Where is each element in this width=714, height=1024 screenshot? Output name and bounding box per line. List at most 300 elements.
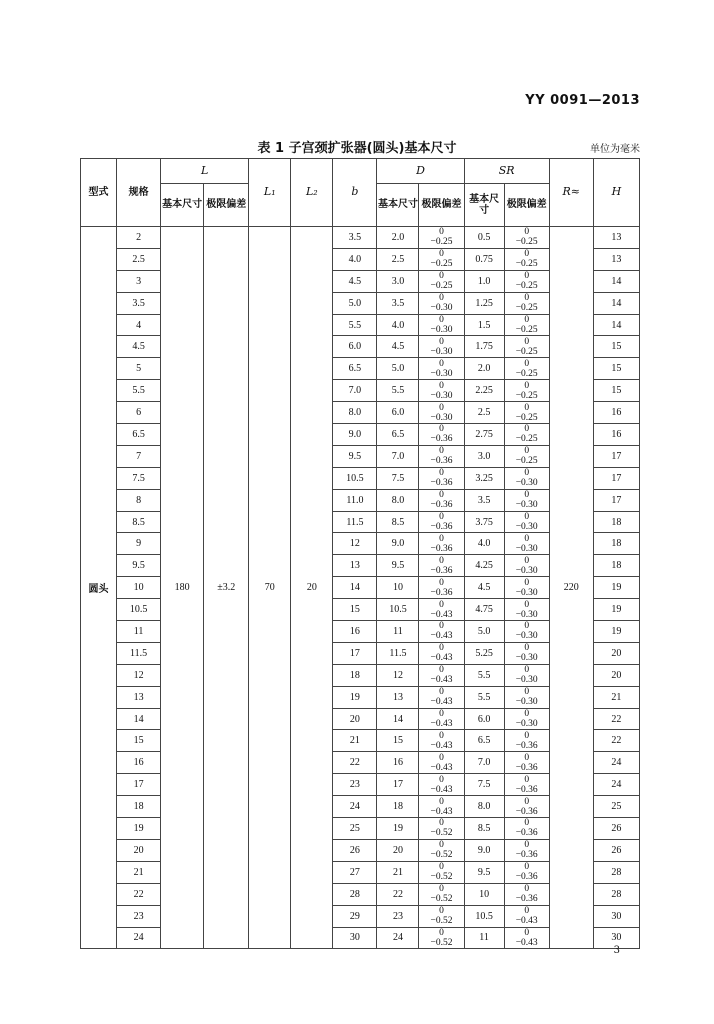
b-cell: 16 (333, 621, 377, 643)
SR-tol-cell (504, 839, 549, 861)
D-tol-cell-lower: −0.52 (430, 894, 453, 905)
SR-tol-cell (504, 227, 549, 249)
SR-tol-cell-lower: −0.30 (515, 697, 538, 708)
spec-cell: 11.5 (117, 642, 161, 664)
b-cell: 11.0 (333, 489, 377, 511)
D-basic-cell: 16 (377, 752, 419, 774)
SR-tol-cell-upper: 0 (524, 774, 530, 785)
D-tol-cell (419, 905, 464, 927)
D-tol-cell-upper: 0 (439, 227, 444, 238)
D-basic-cell: 6.5 (377, 424, 419, 446)
SR-tol-cell-lower: −0.30 (515, 631, 538, 642)
SR-tol-cell-lower: −0.30 (515, 719, 538, 730)
SR-basic-cell: 4.0 (464, 533, 504, 555)
spec-cell: 6 (117, 402, 161, 424)
b-cell: 27 (333, 861, 377, 883)
H-cell: 18 (593, 511, 639, 533)
b-cell: 29 (333, 905, 377, 927)
b-cell: 21 (333, 730, 377, 752)
D-tol-cell (419, 730, 464, 752)
H-cell: 28 (593, 861, 639, 883)
H-cell: 13 (593, 227, 639, 249)
SR-tol-cell-upper: 0 (524, 293, 530, 304)
SR-tol-cell-upper: 0 (524, 621, 530, 632)
D-basic-cell: 21 (377, 861, 419, 883)
table-row (81, 227, 640, 249)
D-basic-cell: 6.0 (377, 402, 419, 424)
b-cell: 14 (333, 577, 377, 599)
D-tol-cell-upper: 0 (439, 271, 444, 282)
b-cell: 24 (333, 796, 377, 818)
D-tol-cell-lower: −0.25 (430, 237, 453, 248)
SR-tol-cell-upper: 0 (524, 271, 530, 282)
D-tol-cell-upper: 0 (439, 621, 444, 632)
H-cell: 21 (593, 686, 639, 708)
D-tol-cell-upper: 0 (439, 293, 444, 304)
D-basic-cell: 9.5 (377, 555, 419, 577)
D-tol-cell-lower: −0.25 (430, 281, 453, 292)
b-cell: 25 (333, 818, 377, 840)
D-tol-cell (419, 227, 464, 249)
b-cell: 8.0 (333, 402, 377, 424)
spec-cell: 18 (117, 796, 161, 818)
SR-tol-cell (504, 642, 549, 664)
H-cell: 22 (593, 708, 639, 730)
D-tol-cell-upper: 0 (439, 774, 444, 785)
D-tol-cell (419, 599, 464, 621)
D-tol-cell-lower: −0.36 (430, 587, 453, 598)
D-basic-cell: 13 (377, 686, 419, 708)
SR-tol-cell-upper: 0 (524, 490, 530, 501)
D-tol-cell (419, 424, 464, 446)
spec-cell: 7.5 (117, 467, 161, 489)
SR-tol-cell (504, 796, 549, 818)
SR-tol-cell (504, 818, 549, 840)
SR-tol-cell-lower: −0.25 (515, 412, 538, 423)
SR-tol-cell-lower: −0.30 (515, 653, 538, 664)
D-tol-cell (419, 642, 464, 664)
D-tol-cell-upper: 0 (439, 643, 444, 654)
SR-basic-cell: 8.5 (464, 818, 504, 840)
spec-cell: 14 (117, 708, 161, 730)
SR-basic-cell: 10.5 (464, 905, 504, 927)
spec-cell: 11 (117, 621, 161, 643)
SR-basic-cell: 0.5 (464, 227, 504, 249)
H-cell: 13 (593, 248, 639, 270)
spec-cell: 8.5 (117, 511, 161, 533)
SR-tol-cell-upper: 0 (524, 336, 530, 347)
SR-tol-cell-lower: −0.30 (515, 522, 538, 533)
spec-cell: 24 (117, 927, 161, 949)
H-cell: 19 (593, 599, 639, 621)
D-basic-cell: 15 (377, 730, 419, 752)
D-tol-cell-lower: −0.36 (430, 500, 453, 511)
spec-cell: 3 (117, 270, 161, 292)
D-tol-cell-lower: −0.36 (430, 565, 453, 576)
D-tol-cell-lower: −0.43 (430, 762, 453, 773)
SR-tol-cell-lower: −0.25 (515, 237, 538, 248)
D-tol-cell (419, 818, 464, 840)
D-tol-cell-upper: 0 (439, 752, 444, 763)
D-tol-cell-upper: 0 (439, 512, 444, 523)
SR-tol-cell-lower: −0.36 (515, 740, 538, 751)
SR-tol-cell (504, 599, 549, 621)
D-tol-cell-upper: 0 (439, 424, 444, 435)
SR-tol-cell-upper: 0 (524, 927, 530, 938)
D-tol-cell (419, 445, 464, 467)
SR-tol-cell-lower: −0.30 (515, 565, 538, 576)
SR-basic-cell: 5.25 (464, 642, 504, 664)
col-R: R≈ (549, 159, 593, 227)
SR-basic-cell: 2.25 (464, 380, 504, 402)
H-cell: 15 (593, 336, 639, 358)
SR-tol-cell-upper: 0 (524, 315, 530, 325)
SR-tol-cell-lower: −0.36 (515, 894, 538, 905)
col-D-basic: 基本尺寸 (377, 184, 419, 227)
D-tol-cell-upper: 0 (439, 599, 444, 610)
SR-tol-cell (504, 730, 549, 752)
D-tol-cell-lower: −0.52 (430, 916, 453, 927)
SR-basic-cell: 1.5 (464, 314, 504, 336)
D-tol-cell-upper: 0 (439, 533, 444, 544)
D-basic-cell: 8.5 (377, 511, 419, 533)
D-tol-cell (419, 664, 464, 686)
SR-tol-cell-lower: −0.36 (515, 850, 538, 861)
col-SR-basic: 基本尺寸 (464, 184, 504, 227)
dimension-table (80, 158, 640, 949)
SR-basic-cell: 9.0 (464, 839, 504, 861)
D-basic-cell: 10 (377, 577, 419, 599)
D-tol-cell-upper: 0 (439, 315, 444, 325)
SR-tol-cell-upper: 0 (524, 555, 530, 566)
SR-basic-cell: 3.5 (464, 489, 504, 511)
SR-basic-cell: 3.25 (464, 467, 504, 489)
SR-basic-cell: 6.5 (464, 730, 504, 752)
col-spec: 规格 (117, 159, 161, 227)
b-cell: 9.0 (333, 424, 377, 446)
SR-tol-cell (504, 380, 549, 402)
SR-basic-cell: 4.5 (464, 577, 504, 599)
D-tol-cell (419, 292, 464, 314)
table-title: 表 1 子宫颈扩张器(圆头)基本尺寸 (257, 141, 457, 156)
H-cell: 18 (593, 533, 639, 555)
H-cell: 16 (593, 402, 639, 424)
SR-tol-cell (504, 467, 549, 489)
H-cell: 24 (593, 774, 639, 796)
standard-code: YY 0091—2013 (525, 93, 640, 108)
D-tol-cell (419, 489, 464, 511)
H-cell: 25 (593, 796, 639, 818)
SR-basic-cell: 7.0 (464, 752, 504, 774)
D-tol-cell-lower: −0.36 (430, 456, 453, 467)
col-SR-tol: 极限偏差 (504, 184, 549, 227)
D-tol-cell (419, 577, 464, 599)
SR-tol-cell-lower: −0.30 (515, 587, 538, 598)
D-basic-cell: 2.5 (377, 248, 419, 270)
b-cell: 4.0 (333, 248, 377, 270)
spec-cell: 5.5 (117, 380, 161, 402)
SR-tol-cell-lower: −0.36 (515, 806, 538, 817)
SR-tol-cell-lower: −0.25 (515, 346, 538, 357)
SR-basic-cell: 5.5 (464, 664, 504, 686)
SR-tol-cell (504, 927, 549, 949)
SR-tol-cell-upper: 0 (524, 687, 530, 698)
D-basic-cell: 8.0 (377, 489, 419, 511)
SR-tol-cell (504, 664, 549, 686)
spec-cell: 5 (117, 358, 161, 380)
H-cell: 14 (593, 314, 639, 336)
D-tol-cell-upper: 0 (439, 336, 444, 347)
spec-cell: 15 (117, 730, 161, 752)
D-tol-cell-lower: −0.30 (430, 412, 453, 423)
SR-basic-cell: 2.0 (464, 358, 504, 380)
SR-tol-cell (504, 686, 549, 708)
SR-tol-cell-lower: −0.43 (515, 937, 538, 948)
D-tol-cell (419, 270, 464, 292)
SR-tol-cell-lower: −0.36 (515, 762, 538, 773)
SR-tol-cell-upper: 0 (524, 512, 530, 523)
D-basic-cell: 23 (377, 905, 419, 927)
b-cell: 6.0 (333, 336, 377, 358)
SR-tol-cell (504, 555, 549, 577)
H-cell: 20 (593, 664, 639, 686)
D-basic-cell: 2.0 (377, 227, 419, 249)
H-cell: 15 (593, 380, 639, 402)
SR-tol-cell-lower: −0.25 (515, 434, 538, 445)
spec-cell: 10 (117, 577, 161, 599)
b-cell: 11.5 (333, 511, 377, 533)
D-tol-cell-lower: −0.36 (430, 522, 453, 533)
D-basic-cell: 18 (377, 796, 419, 818)
H-cell: 28 (593, 883, 639, 905)
D-tol-cell-lower: −0.43 (430, 784, 453, 795)
SR-basic-cell: 2.75 (464, 424, 504, 446)
SR-tol-cell (504, 752, 549, 774)
SR-tol-cell (504, 621, 549, 643)
D-tol-cell-upper: 0 (439, 446, 444, 457)
SR-tol-cell (504, 314, 549, 336)
b-cell: 19 (333, 686, 377, 708)
SR-tol-cell-upper: 0 (524, 424, 530, 435)
SR-tol-cell-upper: 0 (524, 709, 530, 720)
H-cell: 16 (593, 424, 639, 446)
D-tol-cell (419, 380, 464, 402)
spec-cell: 3.5 (117, 292, 161, 314)
D-tol-cell-lower: −0.30 (430, 303, 453, 314)
b-cell: 18 (333, 664, 377, 686)
SR-tol-cell (504, 489, 549, 511)
D-basic-cell: 19 (377, 818, 419, 840)
col-D: D (377, 159, 464, 184)
D-tol-cell-lower: −0.30 (430, 368, 453, 379)
SR-tol-cell-lower: −0.36 (515, 872, 538, 883)
spec-cell: 4 (117, 314, 161, 336)
D-tol-cell (419, 708, 464, 730)
SR-tol-cell (504, 248, 549, 270)
b-cell: 10.5 (333, 467, 377, 489)
D-tol-cell-lower: −0.43 (430, 740, 453, 751)
D-tol-cell-lower: −0.43 (430, 719, 453, 730)
H-cell: 24 (593, 752, 639, 774)
b-cell: 4.5 (333, 270, 377, 292)
SR-tol-cell-lower: −0.30 (515, 543, 538, 554)
D-basic-cell: 17 (377, 774, 419, 796)
spec-cell: 4.5 (117, 336, 161, 358)
D-basic-cell: 11.5 (377, 642, 419, 664)
SR-tol-cell (504, 905, 549, 927)
SR-tol-cell-upper: 0 (524, 402, 530, 413)
D-tol-cell-lower: −0.36 (430, 478, 453, 489)
D-basic-cell: 24 (377, 927, 419, 949)
b-cell: 30 (333, 927, 377, 949)
SR-tol-cell-lower: −0.36 (515, 828, 538, 839)
D-tol-cell-upper: 0 (439, 709, 444, 720)
H-cell: 14 (593, 292, 639, 314)
D-tol-cell-lower: −0.25 (430, 259, 453, 270)
SR-tol-cell-upper: 0 (524, 906, 530, 917)
D-tol-cell-upper: 0 (439, 577, 444, 588)
SR-basic-cell: 0.75 (464, 248, 504, 270)
D-tol-cell-upper: 0 (439, 687, 444, 698)
D-basic-cell: 3.0 (377, 270, 419, 292)
D-tol-cell-upper: 0 (439, 249, 444, 260)
unit-note: 单位为毫米 (590, 144, 640, 155)
col-L-tol: 极限偏差 (204, 184, 249, 227)
col-b: b (333, 159, 377, 227)
b-cell: 3.5 (333, 227, 377, 249)
SR-tol-cell-upper: 0 (524, 446, 530, 457)
D-tol-cell-lower: −0.43 (430, 653, 453, 664)
D-tol-cell-upper: 0 (439, 906, 444, 917)
D-basic-cell: 3.5 (377, 292, 419, 314)
SR-tol-cell-lower: −0.25 (515, 281, 538, 292)
D-tol-cell (419, 248, 464, 270)
SR-tol-cell-upper: 0 (524, 752, 530, 763)
D-tol-cell-upper: 0 (439, 818, 444, 829)
D-tol-cell (419, 555, 464, 577)
b-cell: 7.0 (333, 380, 377, 402)
SR-tol-cell-upper: 0 (524, 599, 530, 610)
H-cell: 19 (593, 577, 639, 599)
col-type: 型式 (81, 159, 117, 227)
col-SR: SR (464, 159, 549, 184)
spec-cell: 6.5 (117, 424, 161, 446)
D-basic-cell: 7.5 (377, 467, 419, 489)
L-tol-cell: ±3.2 (204, 227, 249, 949)
D-tol-cell-lower: −0.52 (430, 937, 453, 948)
SR-tol-cell-upper: 0 (524, 380, 530, 391)
H-cell: 26 (593, 818, 639, 840)
b-cell: 5.0 (333, 292, 377, 314)
SR-tol-cell-upper: 0 (524, 643, 530, 654)
D-tol-cell-upper: 0 (439, 665, 444, 676)
D-tol-cell-lower: −0.36 (430, 543, 453, 554)
SR-tol-cell-lower: −0.30 (515, 675, 538, 686)
D-basic-cell: 4.5 (377, 336, 419, 358)
SR-basic-cell: 1.25 (464, 292, 504, 314)
SR-tol-cell-upper: 0 (524, 884, 530, 895)
D-tol-cell-lower: −0.43 (430, 806, 453, 817)
b-cell: 6.5 (333, 358, 377, 380)
spec-cell: 2 (117, 227, 161, 249)
SR-tol-cell-upper: 0 (524, 468, 530, 479)
D-tol-cell-upper: 0 (439, 402, 444, 413)
b-cell: 28 (333, 883, 377, 905)
b-cell: 22 (333, 752, 377, 774)
SR-tol-cell-lower: −0.25 (515, 259, 538, 270)
SR-tol-cell-upper: 0 (524, 577, 530, 588)
D-tol-cell-lower: −0.30 (430, 390, 453, 401)
D-tol-cell-upper: 0 (439, 884, 444, 895)
D-tol-cell-upper: 0 (439, 380, 444, 391)
SR-basic-cell: 5.5 (464, 686, 504, 708)
SR-tol-cell-upper: 0 (524, 862, 530, 873)
D-tol-cell-upper: 0 (439, 468, 444, 479)
SR-tol-cell (504, 270, 549, 292)
D-tol-cell-lower: −0.36 (430, 434, 453, 445)
SR-tol-cell-upper: 0 (524, 227, 530, 238)
spec-cell: 2.5 (117, 248, 161, 270)
SR-tol-cell (504, 533, 549, 555)
H-cell: 15 (593, 358, 639, 380)
SR-tol-cell-upper: 0 (524, 818, 530, 829)
D-basic-cell: 10.5 (377, 599, 419, 621)
SR-basic-cell: 10 (464, 883, 504, 905)
D-tol-cell-upper: 0 (439, 840, 444, 851)
SR-tol-cell (504, 511, 549, 533)
SR-tol-cell-upper: 0 (524, 665, 530, 676)
D-tol-cell-lower: −0.43 (430, 675, 453, 686)
SR-tol-cell-lower: −0.30 (515, 609, 538, 620)
SR-tol-cell-upper: 0 (524, 358, 530, 369)
SR-tol-cell (504, 358, 549, 380)
D-basic-cell: 22 (377, 883, 419, 905)
col-D-tol: 极限偏差 (419, 184, 464, 227)
SR-tol-cell-upper: 0 (524, 249, 530, 260)
D-tol-cell-upper: 0 (439, 555, 444, 566)
H-cell: 17 (593, 467, 639, 489)
H-cell: 17 (593, 445, 639, 467)
col-H: H (593, 159, 639, 227)
SR-tol-cell-lower: −0.43 (515, 916, 538, 927)
D-basic-cell: 12 (377, 664, 419, 686)
D-tol-cell (419, 752, 464, 774)
H-cell: 17 (593, 489, 639, 511)
D-tol-cell (419, 511, 464, 533)
D-tol-cell-upper: 0 (439, 796, 444, 807)
D-basic-cell: 20 (377, 839, 419, 861)
SR-basic-cell: 11 (464, 927, 504, 949)
SR-tol-cell-lower: −0.30 (515, 478, 538, 489)
SR-basic-cell: 2.5 (464, 402, 504, 424)
D-tol-cell (419, 314, 464, 336)
SR-basic-cell: 4.75 (464, 599, 504, 621)
D-tol-cell-lower: −0.43 (430, 697, 453, 708)
header-row (81, 159, 640, 184)
H-cell: 20 (593, 642, 639, 664)
SR-tol-cell-upper: 0 (524, 796, 530, 807)
D-tol-cell (419, 402, 464, 424)
D-tol-cell (419, 621, 464, 643)
SR-tol-cell-lower: −0.25 (515, 390, 538, 401)
D-tol-cell (419, 861, 464, 883)
D-tol-cell (419, 927, 464, 949)
D-tol-cell (419, 336, 464, 358)
SR-tol-cell (504, 292, 549, 314)
H-cell: 30 (593, 927, 639, 949)
SR-tol-cell (504, 577, 549, 599)
D-basic-cell: 9.0 (377, 533, 419, 555)
